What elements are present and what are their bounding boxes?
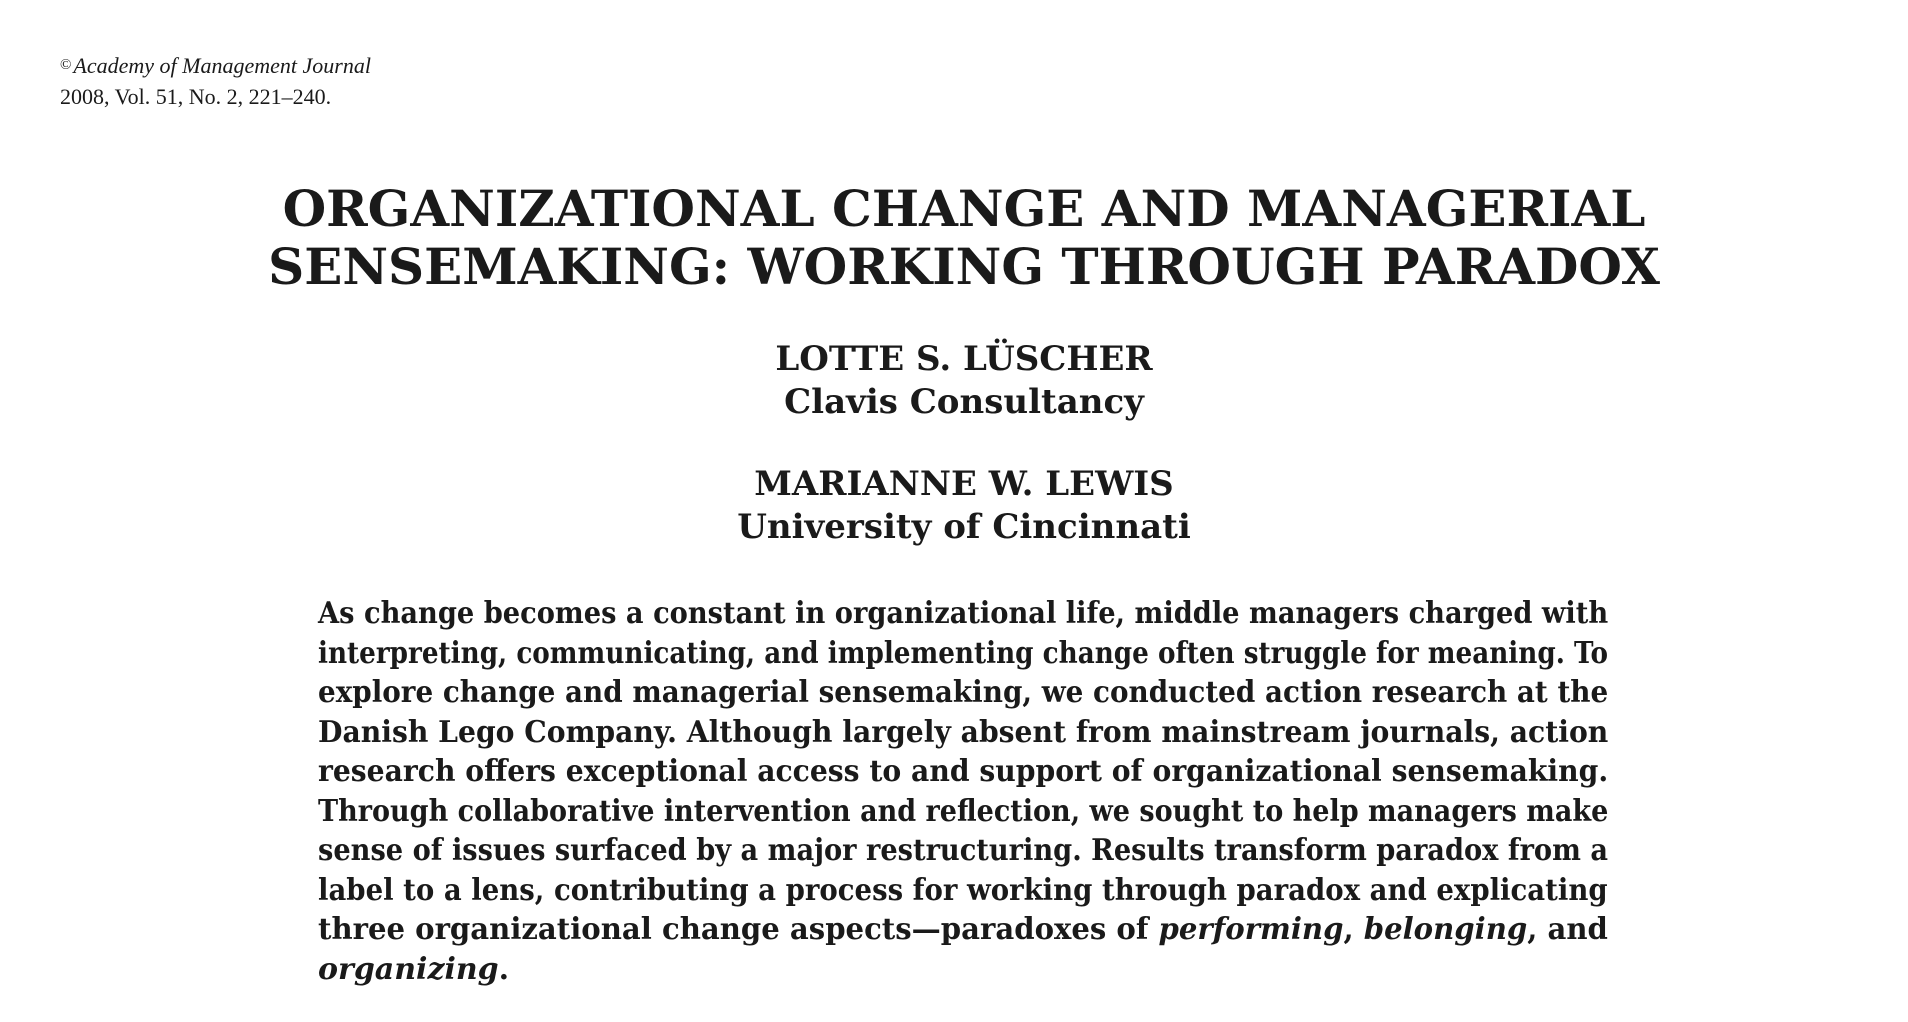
paper-title-line-2: SENSEMAKING: WORKING THROUGH PARADOX — [268, 237, 1660, 296]
abstract-italic-organizing: organizing — [318, 951, 499, 987]
abstract-line: As change becomes a constant in organizational life, middle managers charged with — [318, 596, 1609, 631]
abstract-text: three organizational change aspects—paradoxes of — [318, 912, 1159, 947]
author-affiliation: University of Cincinnati — [737, 507, 1191, 547]
abstract-text: . — [498, 951, 510, 987]
abstract-text: , and — [1527, 912, 1608, 947]
abstract-line: interpreting, communicating, and implementing change often struggle for meaning. To — [318, 635, 1608, 671]
abstract — [318, 594, 1608, 989]
abstract-line: explore change and managerial sensemaking, we conducted action research at the — [318, 675, 1609, 710]
journal-volume-info: 2008, Vol. 51, No. 2, 221–240. — [60, 84, 332, 109]
author-block-1 — [0, 338, 1908, 424]
paper-title-line-1: ORGANIZATIONAL CHANGE AND MANAGERIAL — [282, 179, 1646, 238]
journal-citation-block — [60, 50, 371, 112]
abstract-line: label to a lens, contributing a process for working through paradox and explicating — [318, 872, 1608, 908]
author-block-2 — [0, 463, 1908, 549]
abstract-line: research offers exceptional access to and support of organizational sensemaking. — [318, 754, 1609, 789]
author-name: LOTTE S. LÜSCHER — [775, 339, 1153, 379]
abstract-line — [318, 950, 1608, 990]
abstract-line: Danish Lego Company. Although largely absent from mainstream journals, action — [318, 714, 1609, 750]
journal-name: Academy of Management Journal — [73, 53, 371, 78]
abstract-line: sense of issues surfaced by a major restructuring. Results transform paradox from a — [318, 833, 1609, 868]
paper-title — [0, 180, 1908, 296]
abstract-italic-performing: performing — [1158, 912, 1344, 947]
journal-name-line — [60, 50, 371, 81]
abstract-line — [318, 910, 1608, 950]
abstract-italic-belonging: belonging — [1363, 912, 1528, 947]
abstract-text: , — [1343, 912, 1364, 947]
abstract-line: Through collaborative intervention and reflection, we sought to help managers make — [318, 793, 1609, 829]
copyright-symbol: © — [60, 57, 72, 73]
author-name: MARIANNE W. LEWIS — [754, 464, 1174, 504]
author-affiliation: Clavis Consultancy — [784, 382, 1144, 422]
